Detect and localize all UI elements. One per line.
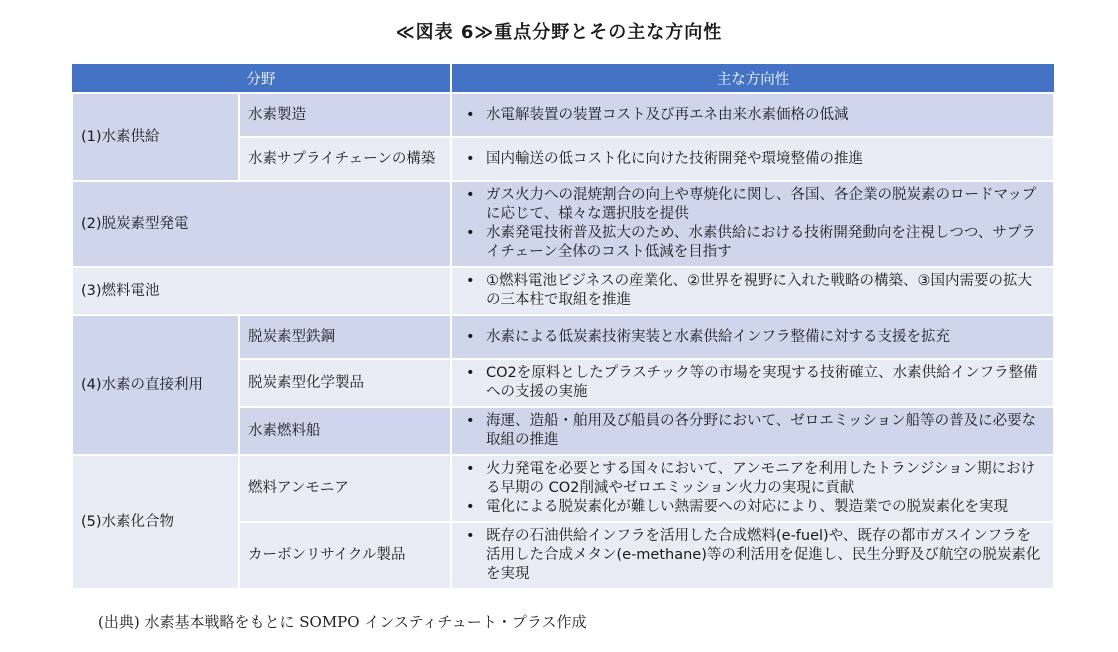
subcategory-cell: 脱炭素型化学製品 (239, 359, 451, 407)
subcategory-cell: 燃料アンモニア (239, 455, 451, 522)
direction-cell (451, 137, 1054, 181)
direction-item: • 水素発電技術普及拡大のため、水素供給における技術開発動向を注視しつつ、サプライチェーン全体のコスト低減を目指す (460, 224, 1045, 262)
category-cell: (4)水素の直接利用 (72, 315, 239, 455)
direction-item: • 既存の石油供給インフラを活用した合成燃料(e-fuel)や、既存の都市ガスインフラを活用した合成メタン(e-methane)等の利活用を促進し、民生分野及び航空の脱炭素化を実現 (460, 527, 1045, 584)
direction-item: • 水電解装置の装置コスト及び再エネ由来水素価格の低減 (460, 106, 1045, 125)
direction-cell (451, 455, 1054, 522)
source-note: (出典) 水素基本戦略をもとに SOMPO インスティチュート・プラス作成 (98, 613, 587, 631)
header-field: 分野 (72, 64, 451, 93)
direction-cell (451, 522, 1054, 589)
table-header-row (72, 64, 1054, 93)
direction-item: • 火力発電を必要とする国々において、アンモニアを利用したトランジション期における早期の CO2削減やゼロエミッション火力の実現に貢献 (460, 460, 1045, 498)
table-row (72, 315, 1054, 359)
direction-item: • 海運、造船・舶用及び船員の各分野において、ゼロエミッション船等の普及に必要な取組の推進 (460, 412, 1045, 450)
direction-cell (451, 181, 1054, 267)
subcategory-cell: 水素サプライチェーンの構築 (239, 137, 451, 181)
subcategory-cell: 水素製造 (239, 93, 451, 137)
direction-item: • 電化による脱炭素化が難しい熱需要への対応により、製造業での脱炭素化を実現 (460, 498, 1045, 517)
figure-title: ≪図表 6≫重点分野とその主な方向性 (395, 22, 723, 43)
subcategory-cell: 脱炭素型鉄鋼 (239, 315, 451, 359)
category-cell: (1)水素供給 (72, 93, 239, 181)
table-row (72, 93, 1054, 137)
header-direction: 主な方向性 (451, 64, 1054, 93)
category-cell: (5)水素化合物 (72, 455, 239, 589)
category-cell: (3)燃料電池 (72, 267, 451, 315)
direction-item: • ガス火力への混焼割合の向上や専焼化に関し、各国、各企業の脱炭素のロードマップに応じて、様々な選択肢を提供 (460, 186, 1045, 224)
direction-item: • 国内輸送の低コスト化に向けた技術開発や環境整備の推進 (460, 150, 1045, 169)
direction-cell (451, 93, 1054, 137)
category-cell: (2)脱炭素型発電 (72, 181, 451, 267)
direction-item: • ①燃料電池ビジネスの産業化、②世界を視野に入れた戦略の構築、③国内需要の拡大の三本柱で取組を推進 (460, 272, 1045, 310)
subcategory-cell: カーボンリサイクル製品 (239, 522, 451, 589)
priority-fields-table (71, 64, 1055, 590)
direction-cell (451, 267, 1054, 315)
direction-cell (451, 407, 1054, 455)
direction-cell (451, 359, 1054, 407)
table-row (72, 455, 1054, 522)
table-row (72, 267, 1054, 315)
direction-cell (451, 315, 1054, 359)
direction-item: • CO2を原料としたプラスチック等の市場を実現する技術確立、水素供給インフラ整備への支援の実施 (460, 364, 1045, 402)
direction-item: • 水素による低炭素技術実装と水素供給インフラ整備に対する支援を拡充 (460, 328, 1045, 347)
subcategory-cell: 水素燃料船 (239, 407, 451, 455)
table-row (72, 181, 1054, 267)
